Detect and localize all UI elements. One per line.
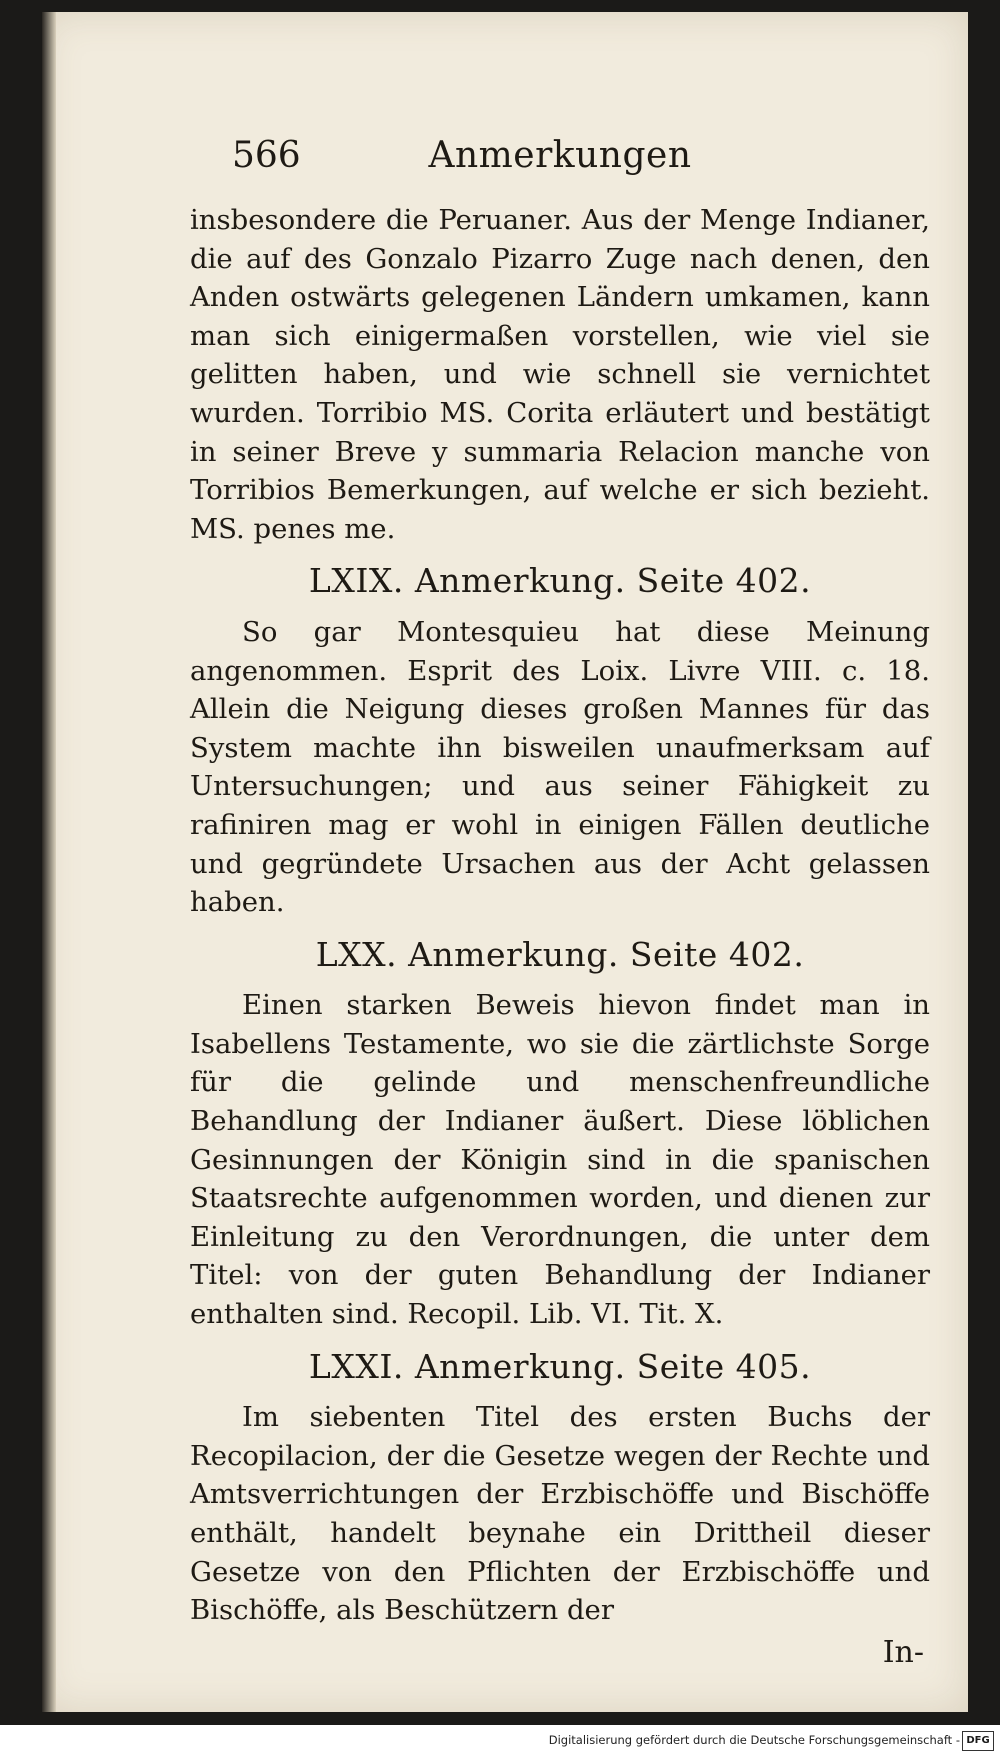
note-heading-lxxi: LXXI. Anmerkung. Seite 405. xyxy=(308,1346,812,1386)
running-head xyxy=(190,135,930,197)
catchword: In- xyxy=(882,1634,924,1670)
paragraph-continuation: insbesondere die Peruaner. Aus der Menge Indianer, die auf des Gonzalo Pizarro Zuge nach denen, den Anden ostwärts gelegenen Ländern umkamen, kann man sich einigermaßen vorstellen, wie viel sie gelitten haben, und wie schnell sie vernichtet wurden. Torribio MS. Corita erläutert und bestätigt in seiner Breve y summaria Relacion manche von Torribios Bemerkungen, auf welche er sich bezieht. MS. penes me. xyxy=(190,204,930,545)
digitization-credit: Digitalisierung gefördert durch die Deutsche Forschungsgemeinschaft - xyxy=(548,1733,960,1747)
page-text-block xyxy=(190,135,930,1672)
paragraph-lxix: So gar Montesquieu hat diese Meinung angenommen. Esprit des Loix. Livre VIII. c. 18. Allein die Neigung dieses großen Mannes für das System machte ihn bisweilen unaufmerksam auf Untersuchungen; und aus seiner Fähigkeit zu rafiniren mag er wohl in einigen Fällen deutliche und gegründete Ursachen aus der Acht gelassen haben. xyxy=(190,615,930,919)
page-number: 566 xyxy=(232,135,301,176)
running-title: Anmerkungen xyxy=(428,135,692,176)
note-heading-lxx: LXX. Anmerkung. Seite 402. xyxy=(315,934,805,974)
paragraph-lxxi: Im siebenten Titel des ersten Buchs der Recopilacion, der die Gesetze wegen der Rechte und Amtsverrichtungen der Erzbischöffe und Bischöffe enthält, handelt beynahe ein Drittheil dieser Gesetze von den Pflichten der Erzbischöffe und Bischöffe, als Beschützern der xyxy=(190,1401,930,1627)
dfg-logo: DFG xyxy=(962,1731,994,1751)
note-heading-lxix: LXIX. Anmerkung. Seite 402. xyxy=(308,561,812,601)
paragraph-lxx: Einen starken Beweis hievon findet man in Isabellens Testamente, wo sie die zärtlichste Sorge für die gelinde und menschenfreundliche Behandlung der Indianer äußert. Diese löblichen Gesinnungen der Königin sind in die spanischen Staatsrechte aufgenommen worden, und dienen zur Einleitung zu den Verordnungen, die unter dem Titel: von der guten Behandlung der Indianer enthalten sind. Recopil. Lib. VI. Tit. X. xyxy=(190,989,930,1331)
page-spine-shadow xyxy=(42,12,56,1712)
footer-bar xyxy=(0,1725,1000,1757)
